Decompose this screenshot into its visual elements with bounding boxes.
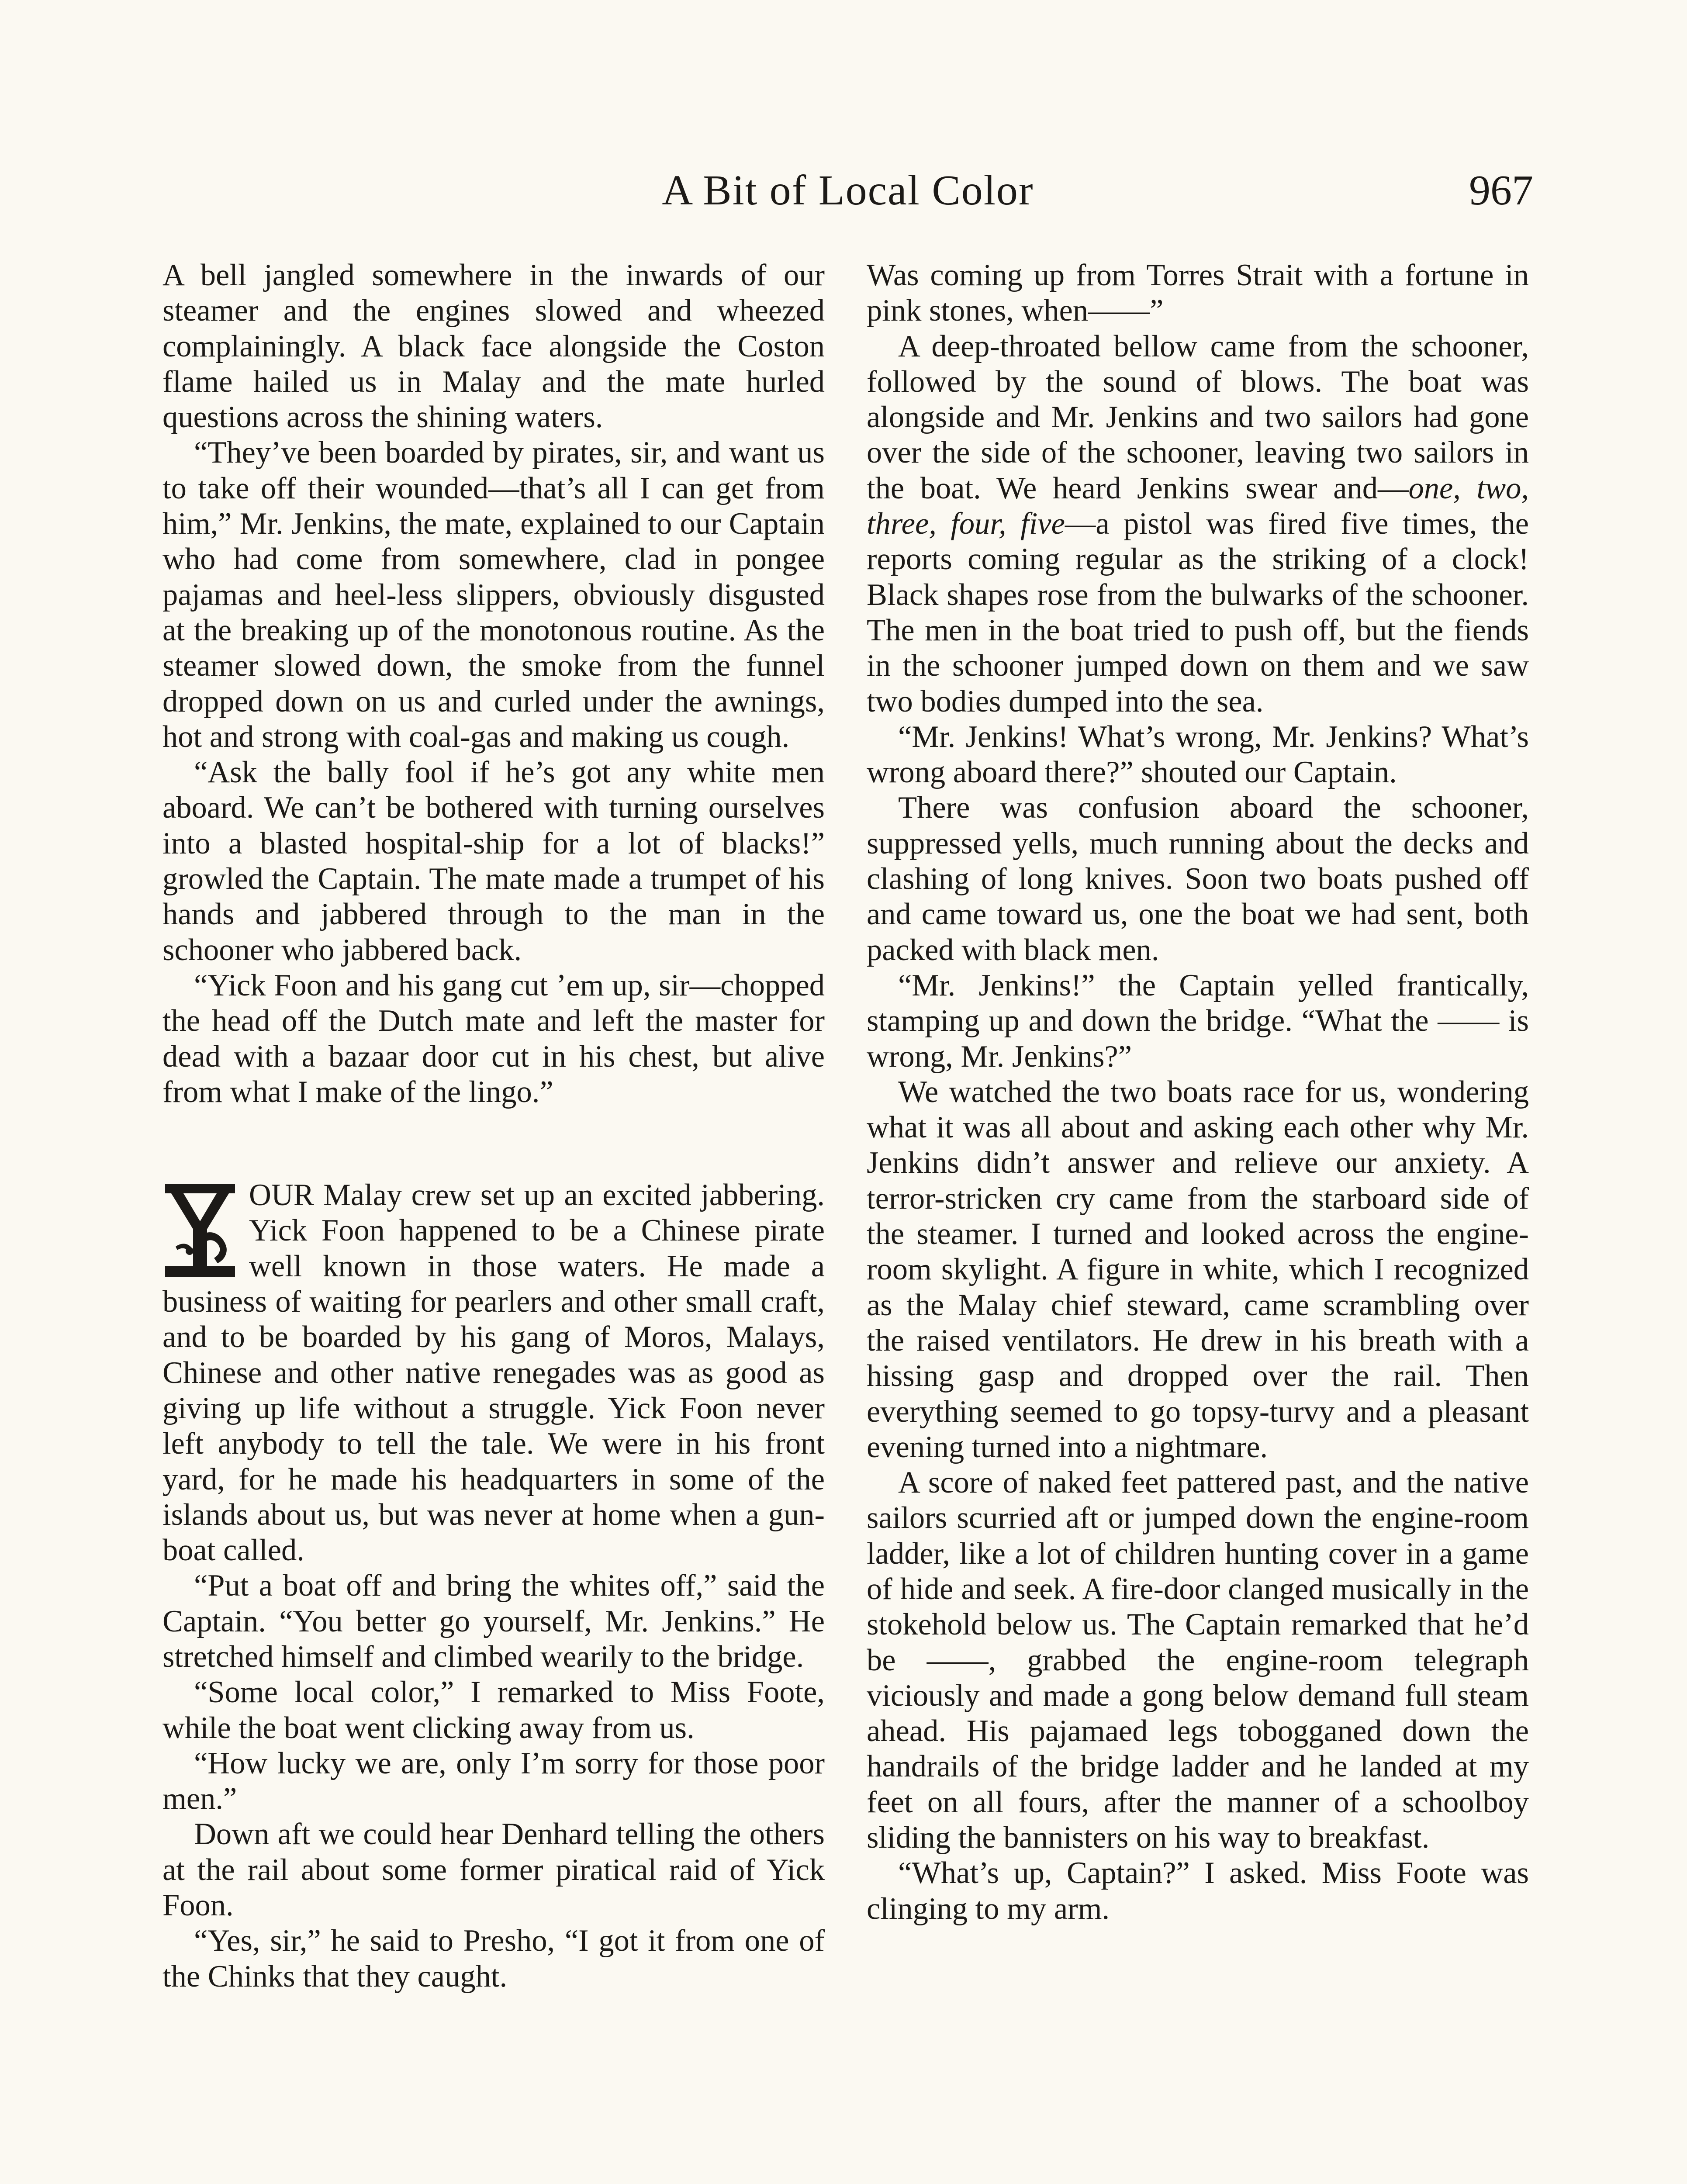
italic-count: one, two, three, four, five xyxy=(867,471,1529,541)
running-title: A Bit of Local Color xyxy=(662,167,1034,214)
page-number: 967 xyxy=(1469,167,1533,214)
left-column xyxy=(162,258,825,1994)
paragraph: A bell jangled somewhere in the inwards of our steamer and the engines slowed and wheezed complainingly. A black face alongside the Coston flame hailed us in Malay and the mate hurled questions across the shining waters. xyxy=(162,258,825,435)
paragraph: “Put a boat off and bring the whites off,” said the Captain. “You better go yourself, Mr. Jenkins.” He stretched himself and climbed wearily to the bridge. xyxy=(162,1569,825,1674)
paragraph: Down aft we could hear Denhard telling the others at the rail about some former piratical raid of Yick Foon. xyxy=(162,1817,825,1923)
paragraph: “Ask the bally fool if he’s got any white men aboard. We can’t be bothered with turning ourselves into a blasted hospital-ship for a lot of blacks!” growled the Captain. The mate made a trumpet of his hands and jabbered through to the man in the schooner who jabbered back. xyxy=(162,755,825,967)
paragraph: There was confusion aboard the schooner, suppressed yells, much running about the decks and clashing of long knives. Soon two boats pushed off and came toward us, one the boat we had sent, both packed with black men. xyxy=(867,791,1529,967)
paragraph: “Yick Foon and his gang cut ’em up, sir—chopped the head off the Dutch mate and left the master for dead with a bazaar door cut in his chest, but alive from what I make of the lingo.” xyxy=(162,968,825,1109)
paragraph: We watched the two boats race for us, wondering what it was all about and asking each other why Mr. Jenkins didn’t answer and relieve our anxiety. A terror-stricken cry came from the starboard side of the steamer. I turned and looked across the engine-room skylight. A figure in white, which I recognized as the Malay chief steward, came scrambling over the raised ventilators. He drew in his breath with a hissing gasp and dropped over the rail. Then everything seemed to go topsy-turvy and a pleasant evening turned into a nightmare. xyxy=(867,1075,1529,1464)
dropcap-ornament-icon xyxy=(162,1181,238,1279)
paragraph-text: A deep-throated bellow came from the schooner, followed by the sound of blows. The boat was alongside and Mr. Jenkins and two sailors had gone over the side of the schooner, leaving two sailors in the boat. We heard Jenkins swear and— xyxy=(867,329,1529,505)
section-break xyxy=(162,1110,825,1178)
paragraph: “Mr. Jenkins! What’s wrong, Mr. Jenkins? What’s wrong aboard there?” shouted our Captain. xyxy=(867,719,1529,790)
dropcap-text: OUR Malay crew set up an excited jabbering. Yick Foon happened to be a Chinese pirate well known in those waters. He made a business of waiting for pearlers and other small craft, and to be boarded by his gang of Moros, Malays, Chinese and other native renegades was as good as giving up life without a struggle. Yick Foon never left anybody to tell the tale. We were in his front yard, for he made his headquarters in some of the islands about us, but was never at home when a gun-boat called. xyxy=(162,1178,825,1568)
paragraph: “Yes, sir,” he said to Presho, “I got it from one of the Chinks that they caught. xyxy=(162,1924,825,1994)
dropcap-paragraph xyxy=(162,1178,825,1568)
paragraph-with-italic xyxy=(867,329,1529,719)
paragraph: “What’s up, Captain?” I asked. Miss Foote was clinging to my arm. xyxy=(867,1856,1529,1926)
dropcap-letter-y xyxy=(162,1181,238,1279)
paragraph: A score of naked feet pattered past, and the native sailors scurried aft or jumped down the engine-room ladder, like a lot of children hunting cover in a game of hide and seek. A fire-door clanged musically in the stokehold below us. The Captain remarked that he’d be ——, grabbed the engine-room telegraph viciously and made a gong below demand full steam ahead. His pajamaed legs tobogganed down the handrails of the bridge ladder and he landed at my feet on all fours, after the manner of a schoolboy sliding the bannisters on his way to breakfast. xyxy=(867,1465,1529,1855)
paragraph: “Mr. Jenkins!” the Captain yelled frantically, stamping up and down the bridge. “What the —— is wrong, Mr. Jenkins?” xyxy=(867,968,1529,1074)
paragraph: “How lucky we are, only I’m sorry for those poor men.” xyxy=(162,1746,825,1816)
paragraph: Was coming up from Torres Strait with a fortune in pink stones, when——” xyxy=(867,258,1529,328)
paragraph: “Some local color,” I remarked to Miss Foote, while the boat went clicking away from us. xyxy=(162,1675,825,1745)
paragraph: “They’ve been boarded by pirates, sir, and want us to take off their wounded—that’s all I can get from him,” Mr. Jenkins, the mate, explained to our Captain who had come from somewhere, clad in pongee pajamas and heel-less slippers, obviously disgusted at the breaking up of the monotonous routine. As the steamer slowed down, the smoke from the funnel dropped down on us and curled under the awnings, hot and strong with coal-gas and making us cough. xyxy=(162,435,825,754)
right-column xyxy=(867,258,1529,1927)
running-head xyxy=(162,162,1533,227)
paragraph-text: —a pistol was fired five times, the reports coming regular as the striking of a clock! Black shapes rose from the bulwarks of the schooner. The men in the boat tried to push off, but the fiends in the schooner jumped down on them and we saw two bodies dumped into the sea. xyxy=(867,507,1529,719)
